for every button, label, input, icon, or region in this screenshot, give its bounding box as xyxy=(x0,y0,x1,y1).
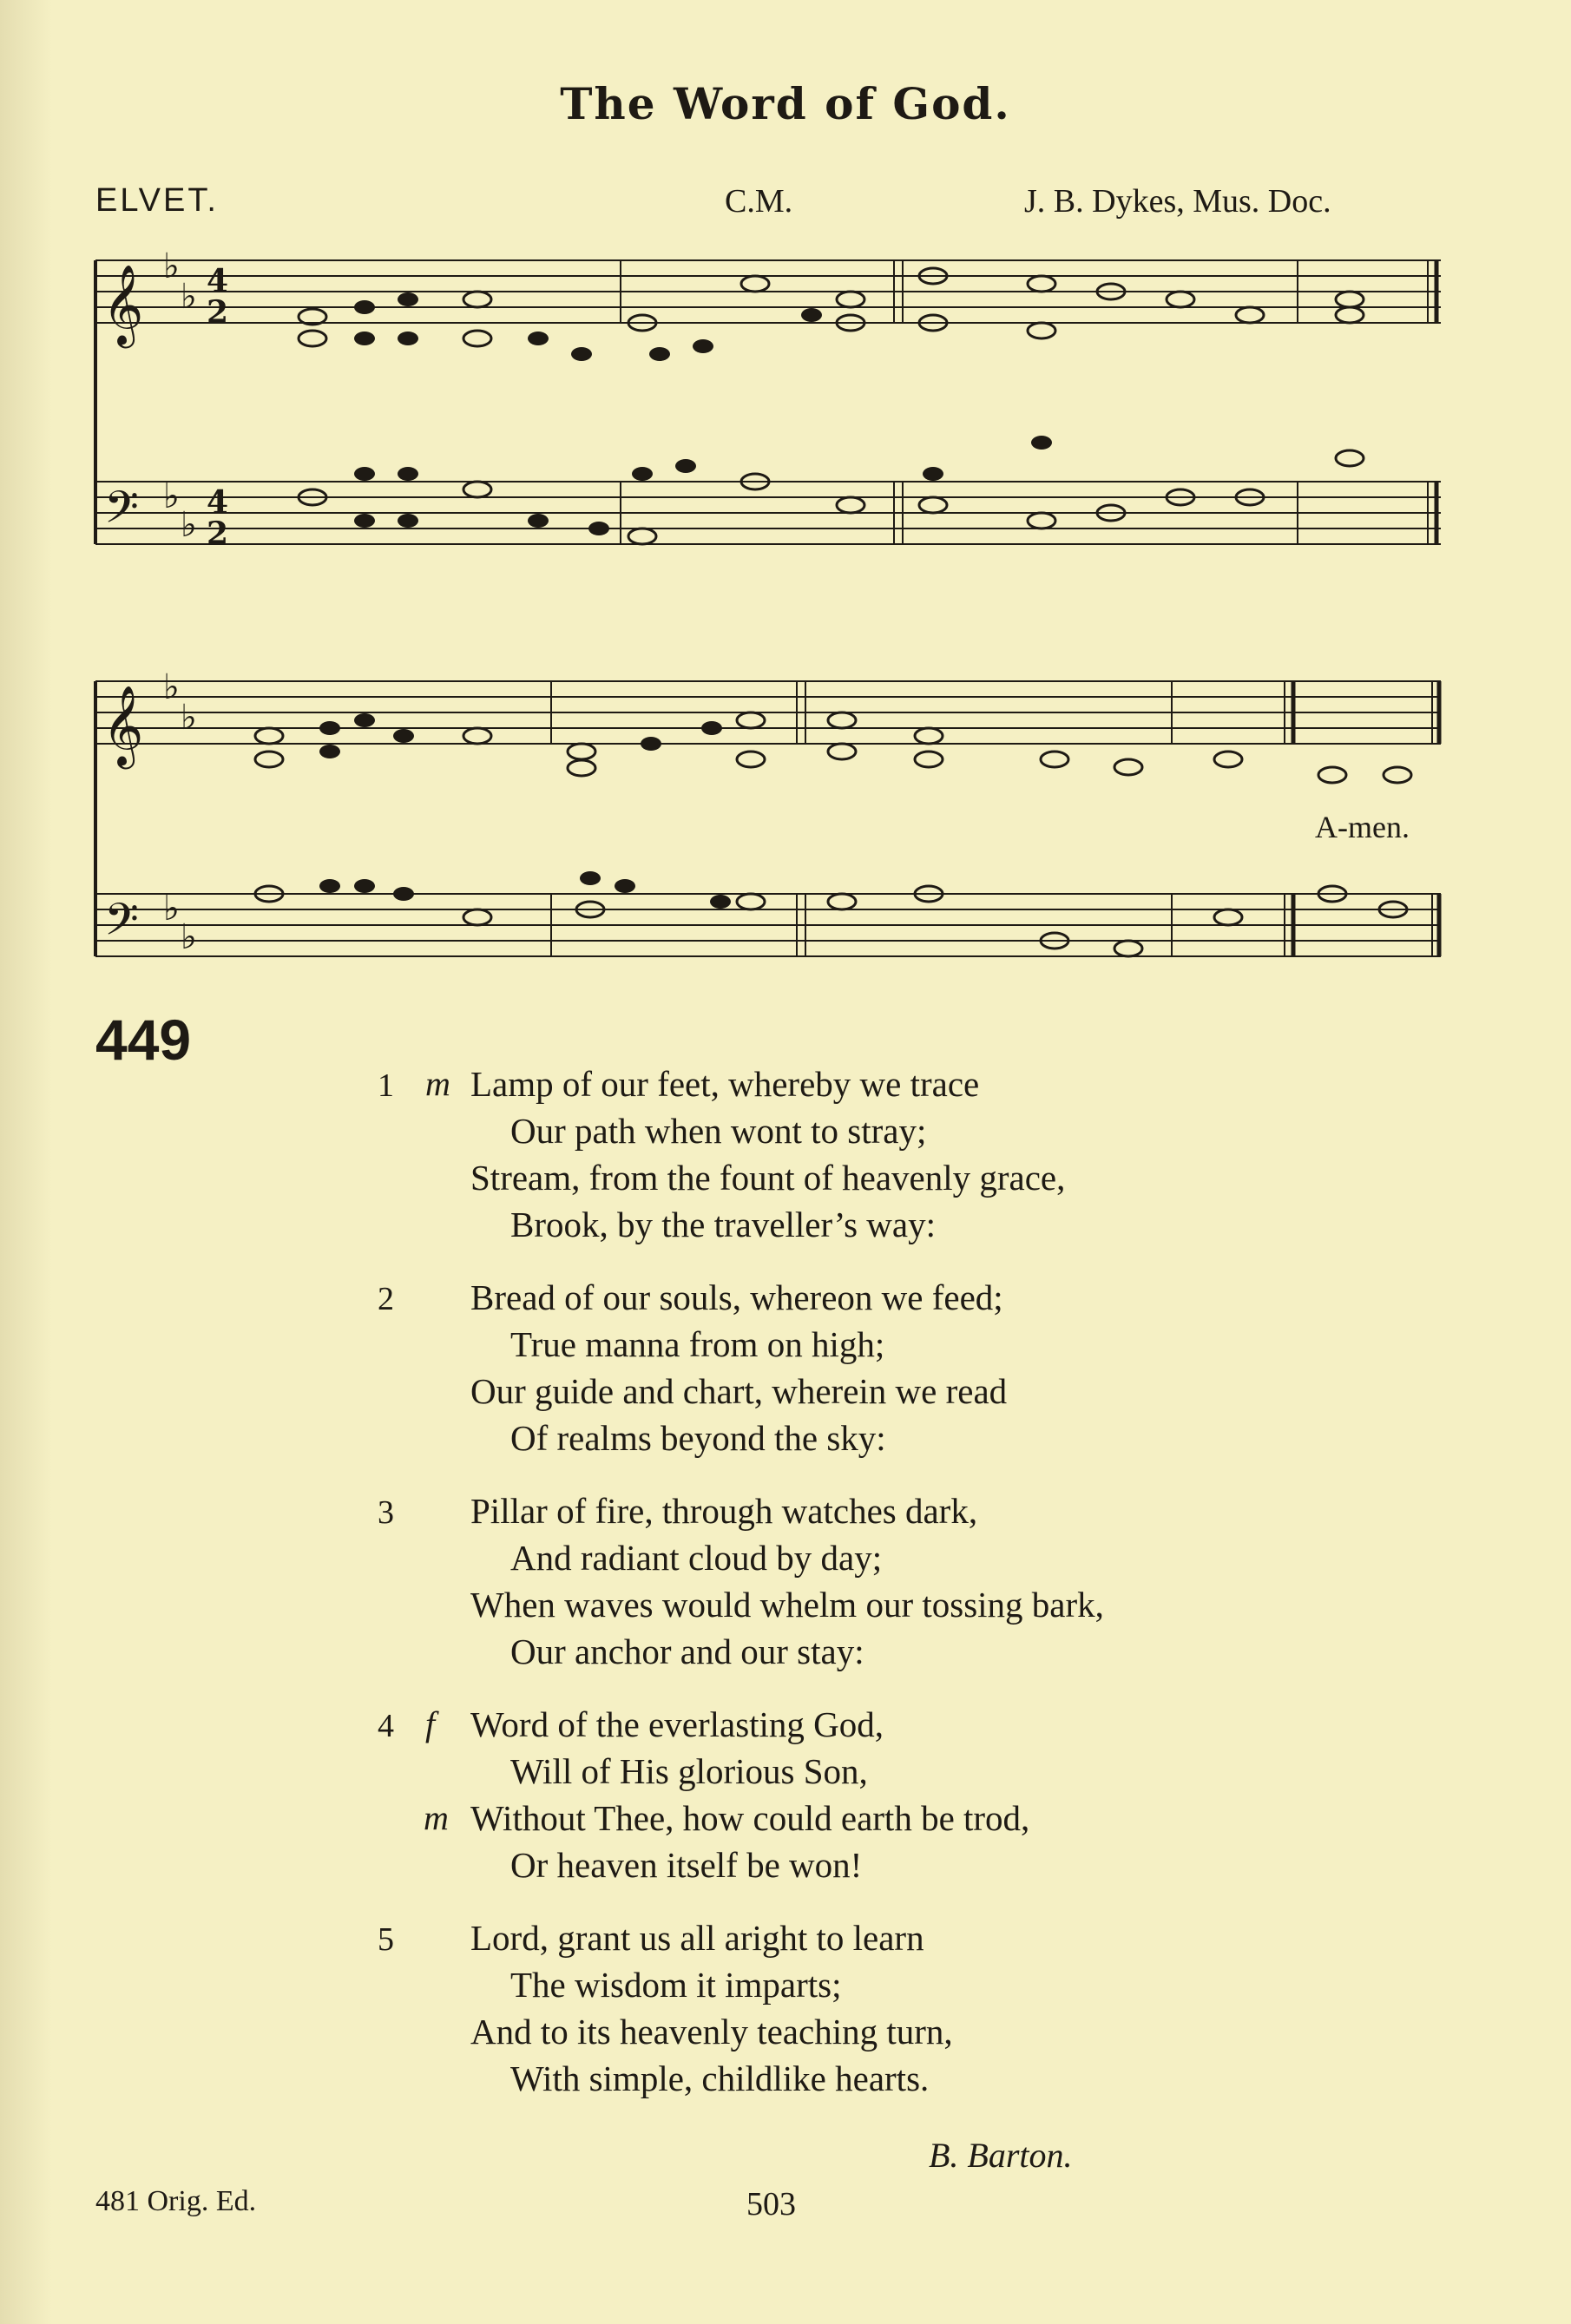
key-signature-icon: ♭ xyxy=(163,476,180,516)
verse-text: Will of His glorious Son, xyxy=(510,1751,868,1791)
barlines xyxy=(551,681,1439,956)
verse-text: Our anchor and our stay: xyxy=(510,1631,864,1671)
verse-line xyxy=(0,1277,1571,1323)
time-signature: 2 xyxy=(207,515,229,552)
amen-label: A-men. xyxy=(1315,810,1410,844)
verse-line xyxy=(0,1917,1571,1964)
tune-name: ELVET. xyxy=(95,182,219,219)
notes xyxy=(319,713,731,909)
verse-line xyxy=(0,1584,1571,1631)
key-signature-icon: ♭ xyxy=(181,698,197,738)
verse xyxy=(0,1277,1571,1464)
verse-number: 2 xyxy=(378,1281,394,1317)
verse-line xyxy=(0,1110,1571,1157)
verse-text: Lamp of our feet, whereby we trace xyxy=(470,1064,980,1104)
verse-line xyxy=(0,1157,1571,1204)
key-signature-icon: ♭ xyxy=(181,505,197,545)
verse-text: Lord, grant us all aright to learn xyxy=(470,1918,924,1958)
key-signature-icon: ♭ xyxy=(163,246,180,286)
time-signature: 2 xyxy=(207,294,229,331)
dynamic-marking: m xyxy=(425,1064,450,1103)
time-signature: 4 xyxy=(207,263,229,299)
verse xyxy=(0,1490,1571,1677)
bass-clef-icon: 𝄢 xyxy=(104,481,139,544)
staff-lines xyxy=(95,681,1441,744)
verse-text: Without Thee, how could earth be trod, xyxy=(470,1798,1030,1838)
verse-text: Stream, from the fount of heavenly grace, xyxy=(470,1158,1066,1198)
verse-number: 1 xyxy=(378,1067,394,1104)
verse-text: And radiant cloud by day; xyxy=(510,1538,883,1578)
staff-lines xyxy=(95,260,1441,323)
verse-text: Brook, by the traveller’s way: xyxy=(510,1205,936,1244)
verse-text: Pillar of fire, through watches dark, xyxy=(470,1491,978,1531)
hymn-verses xyxy=(0,1063,1571,2130)
verse-line xyxy=(0,1704,1571,1750)
dynamic-marking: f xyxy=(425,1704,436,1743)
notes xyxy=(299,268,1364,544)
verse-line xyxy=(0,1964,1571,2011)
verse-line xyxy=(0,1063,1571,1110)
original-edition-ref: 481 Orig. Ed. xyxy=(95,2185,257,2217)
verse-text: Our path when wont to stray; xyxy=(510,1111,927,1151)
section-title: The Word of God. xyxy=(560,78,1011,129)
verse-text: Or heaven itself be won! xyxy=(510,1845,863,1885)
verse-text: The wisdom it imparts; xyxy=(510,1965,842,2005)
verse-line xyxy=(0,1750,1571,1797)
verse-line xyxy=(0,1537,1571,1584)
verse-line xyxy=(0,1797,1571,1844)
verse xyxy=(0,1704,1571,1891)
verse-line xyxy=(0,1844,1571,1891)
verse-line xyxy=(0,1631,1571,1677)
verse-text: True manna from on high; xyxy=(510,1324,885,1364)
verse-text: Our guide and chart, wherein we read xyxy=(470,1371,1008,1411)
verse-text: When waves would whelm our tossing bark, xyxy=(470,1585,1104,1625)
music-score xyxy=(0,0,1571,998)
verse-text: Bread of our souls, whereon we feed; xyxy=(470,1277,1003,1317)
verse-text: Of realms beyond the sky: xyxy=(510,1418,886,1458)
verse xyxy=(0,1917,1571,2104)
barlines xyxy=(621,260,1436,544)
verse-line xyxy=(0,2058,1571,2104)
key-signature-icon: ♭ xyxy=(163,667,180,707)
key-signature-icon: ♭ xyxy=(181,917,197,957)
verse-line xyxy=(0,1370,1571,1417)
verse-number: 5 xyxy=(378,1921,394,1958)
verse-line xyxy=(0,1490,1571,1537)
dynamic-marking: m xyxy=(424,1798,449,1837)
verse-number: 3 xyxy=(378,1494,394,1531)
verse-number: 4 xyxy=(378,1708,394,1744)
time-signature: 4 xyxy=(207,484,229,521)
notes xyxy=(255,712,1411,956)
verse-line xyxy=(0,1323,1571,1370)
verse-text: And to its heavenly teaching turn, xyxy=(470,2012,953,2052)
hymn-author: B. Barton. xyxy=(929,2136,1073,2175)
treble-clef-icon: 𝄞 xyxy=(102,264,144,345)
notes xyxy=(354,292,1052,535)
treble-clef-icon: 𝄞 xyxy=(102,685,144,765)
hymn-number: 449 xyxy=(95,1008,192,1072)
key-signature-icon: ♭ xyxy=(181,277,197,317)
verse-line xyxy=(0,1204,1571,1251)
composer-credit: J. B. Dykes, Mus. Doc. xyxy=(1024,183,1331,220)
bass-clef-icon: 𝄢 xyxy=(104,893,139,956)
verse-text: With simple, childlike hearts. xyxy=(510,2058,930,2098)
verse-line xyxy=(0,1417,1571,1464)
page-number: 503 xyxy=(746,2186,796,2222)
verse-text: Word of the everlasting God, xyxy=(470,1704,884,1744)
verse-line xyxy=(0,2011,1571,2058)
verse xyxy=(0,1063,1571,1251)
key-signature-icon: ♭ xyxy=(163,889,180,929)
staff-lines xyxy=(95,894,1441,956)
meter: C.M. xyxy=(725,183,793,220)
